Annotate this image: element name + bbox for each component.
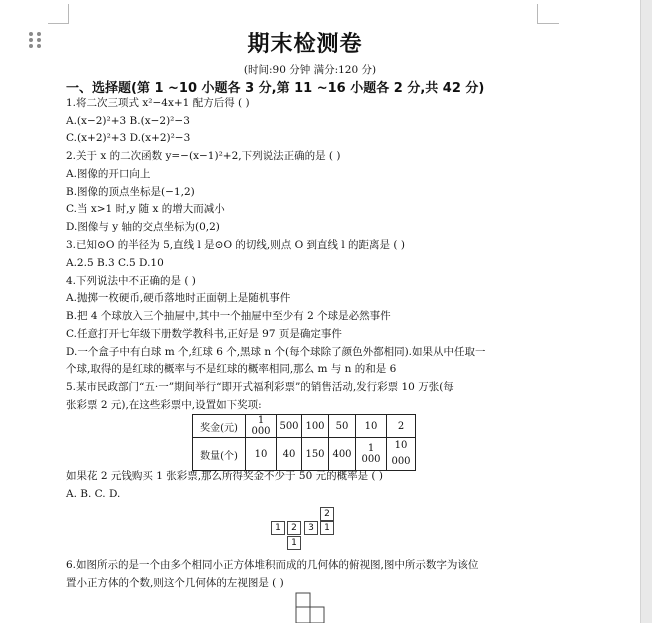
- figure-cell: 2: [287, 521, 301, 535]
- table-cell: 100: [302, 415, 329, 438]
- option-figure: [290, 591, 330, 623]
- page-gutter: [640, 0, 652, 623]
- question-line: 个球,取得的是红球的概率与不是红球的概率相同,那么 m 与 n 的和是 6: [66, 363, 397, 375]
- question-line: B.把 4 个球放入三个抽屉中,其中一个抽屉中至少有 2 个球是必然事件: [66, 310, 391, 322]
- question-line: C.(x+2)²+3 D.(x+2)²−3: [66, 132, 191, 144]
- question-line: 张彩票 2 元),在这些彩票中,设置如下奖项:: [66, 399, 262, 411]
- table-cell: 2: [387, 415, 416, 438]
- question-line: A.(x−2)²+3 B.(x−2)²−3: [66, 115, 190, 127]
- prize-table: [192, 414, 416, 471]
- question-line: C.当 x>1 时,y 随 x 的增大而减小: [66, 203, 225, 215]
- exam-title: 期末检测卷: [247, 32, 363, 57]
- question-line: 1.将二次三项式 x²−4x+1 配方后得 ( ): [66, 97, 250, 109]
- figure-cell: 2: [320, 507, 334, 521]
- figure-cell: 1: [287, 536, 301, 550]
- figure-cell: 1: [320, 521, 334, 535]
- question-line: 如果花 2 元钱购买 1 张彩票,那么所得奖金不少于 50 元的概率是 ( ): [66, 470, 383, 482]
- table-cell: 50: [329, 415, 356, 438]
- table-cell: 10: [246, 438, 277, 471]
- table-row: [193, 438, 416, 471]
- question-line: A.图像的开口向上: [66, 168, 151, 180]
- question-line: A.抛掷一枚硬币,硬币落地时正面朝上是随机事件: [66, 292, 291, 304]
- question-line: 3.已知⊙O 的半径为 5,直线 l 是⊙O 的切线,则点 O 到直线 l 的距离是 ( ): [66, 239, 405, 251]
- question-line: C.任意打开七年级下册数学教科书,正好是 97 页是确定事件: [66, 328, 342, 340]
- crop-mark-top-left-v: [68, 4, 69, 24]
- question-line: A. B. C. D.: [66, 488, 121, 500]
- question-line: 5.某市民政部门“五·一”期间举行“即开式福利彩票”的销售活动,发行彩票 10 万张(每: [66, 381, 454, 393]
- section-heading: 一、选择题(第 1 ~10 小题各 3 分,第 11 ~16 小题各 2 分,共 42 分): [66, 81, 485, 96]
- question-line: A.2.5 B.3 C.5 D.10: [66, 257, 164, 269]
- table-cell: 400: [329, 438, 356, 471]
- question-line: 2.关于 x 的二次函数 y=−(x−1)²+2,下列说法正确的是 ( ): [66, 150, 341, 162]
- crop-mark-top-right-v: [537, 4, 538, 24]
- crop-mark-top-left-h: [48, 23, 69, 24]
- table-cell: 40: [277, 438, 302, 471]
- question-line: 6.如图所示的是一个由多个相同小正方体堆积而成的几何体的俯视图,图中所示数字为该位: [66, 559, 479, 571]
- table-row: [193, 415, 416, 438]
- table-cell: 150: [302, 438, 329, 471]
- table-cell: 1 000: [356, 438, 387, 471]
- table-cell: 10: [356, 415, 387, 438]
- crop-mark-top-right-h: [537, 23, 559, 24]
- top-view-figure: [271, 507, 335, 553]
- table-cell: 10 000: [387, 438, 416, 471]
- figure-cell: 3: [304, 521, 318, 535]
- table-cell: 数量(个): [193, 438, 246, 471]
- table-cell: 奖金(元): [193, 415, 246, 438]
- exam-subtitle: (时间:90 分钟 满分:120 分): [243, 64, 377, 76]
- question-line: 4.下列说法中不正确的是 ( ): [66, 275, 196, 287]
- question-line: B.图像的顶点坐标是(−1,2): [66, 186, 195, 198]
- question-line: D.一个盒子中有白球 m 个,红球 6 个,黑球 n 个(每个球除了颜色外都相同).如果从中任取一: [66, 346, 486, 358]
- table-cell: 1 000: [246, 415, 277, 438]
- question-line: D.图像与 y 轴的交点坐标为(0,2): [66, 221, 220, 233]
- question-line: 置小正方体的个数,则这个几何体的左视图是 ( ): [66, 577, 284, 589]
- table-cell: 500: [277, 415, 302, 438]
- figure-cell: 1: [271, 521, 285, 535]
